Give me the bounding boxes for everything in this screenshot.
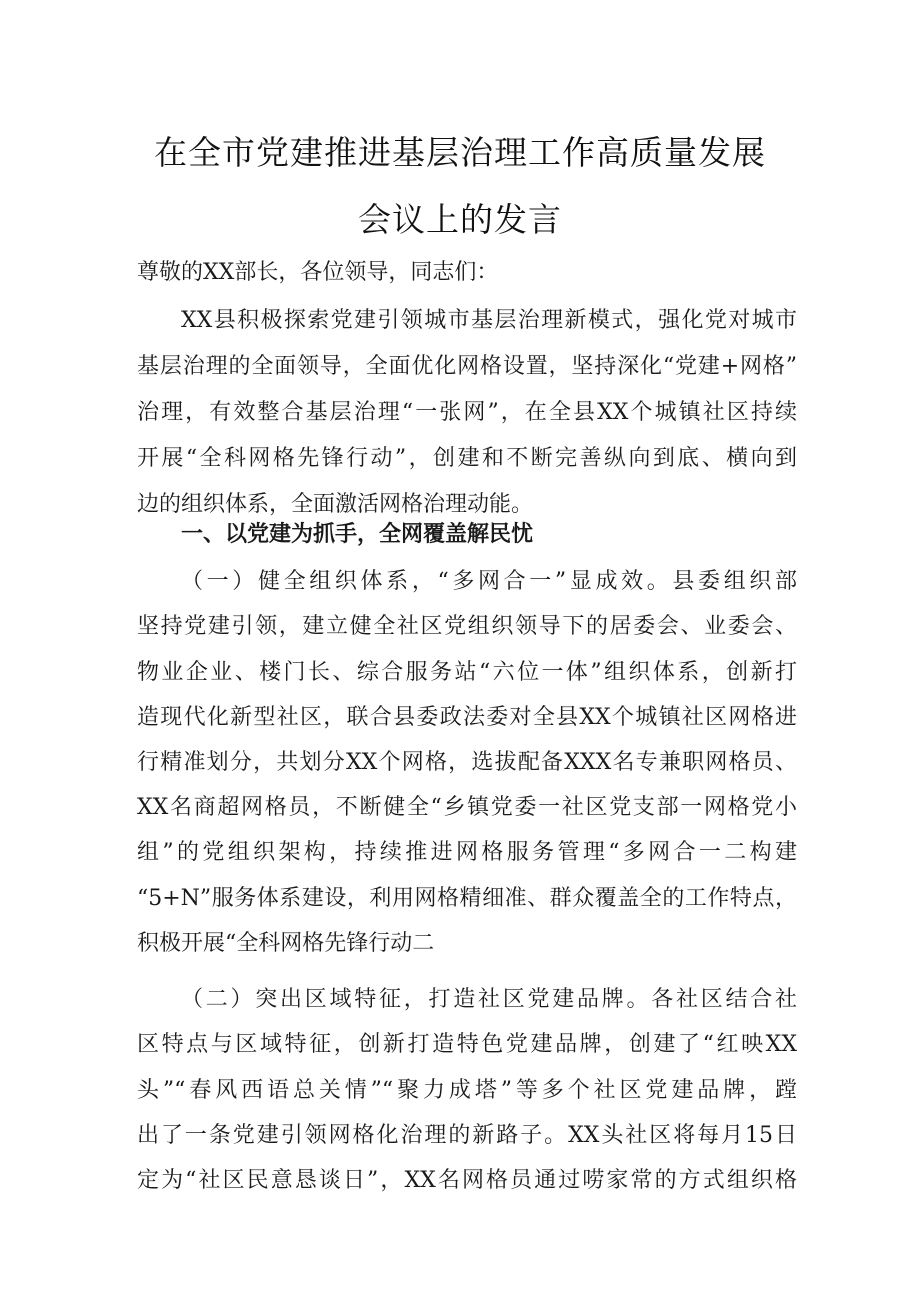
paragraph-2-line-2: 坚持党建引领，建立健全社区党组织领导下的居委会、业委会、 <box>137 614 797 639</box>
paragraph-2-line-3: 物业企业、楼门长、综合服务站“六位一体”组织体系，创新打 <box>137 660 797 685</box>
paragraph-2-line-1: （一）健全组织体系，“多网合一”显成效。县委组织部 <box>181 569 797 594</box>
paragraph-2-line-8: “5+N”服务体系建设，利用网格精细准、群众覆盖全的工作特点， <box>137 886 797 911</box>
paragraph-2-line-5: 行精准划分，共划分XX个网格，选拔配备XXX名专兼职网格员、 <box>137 750 797 775</box>
paragraph-3-line-5: 定为“社区民意恳谈日”，XX名网格员通过唠家常的方式组织格 <box>137 1168 797 1193</box>
paragraph-2-line-4: 造现代化新型社区，联合县委政法委对全县XX个城镇社区网格进 <box>137 705 797 730</box>
paragraph-1-line-4: 开展“全科网格先锋行动”，创建和不断完善纵向到底、横向到 <box>137 446 797 471</box>
paragraph-2-line-7: 组”的党组织架构，持续推进网格服务管理“多网合一二构建 <box>137 840 797 865</box>
document-title-line-1: 在全市党建推进基层治理工作高质量发展 <box>154 133 766 172</box>
salutation: 尊敬的XX部长，各位领导，同志们： <box>137 260 499 285</box>
section-heading-1: 一、以党建为抓手，全网覆盖解民忧 <box>181 522 534 547</box>
paragraph-2-line-6: XX名商超网格员，不断健全“乡镇党委一社区党支部一网格党小 <box>137 795 797 820</box>
paragraph-3-line-3: 头”“春风西语总关情”“聚力成塔”等多个社区党建品牌，蹚 <box>137 1078 797 1103</box>
paragraph-1-line-5: 边的组织体系，全面激活网格治理动能。 <box>137 492 534 517</box>
paragraph-2-line-9: 积极开展“全科网格先锋行动二 <box>137 931 435 956</box>
paragraph-3-line-4: 出了一条党建引领网格化治理的新路子。XX头社区将每月15日 <box>137 1123 797 1148</box>
paragraph-1-line-2: 基层治理的全面领导，全面优化网格设置，坚持深化“党建+网格” <box>137 354 797 379</box>
paragraph-3-line-2: 区特点与区域特征，创新打造特色党建品牌，创建了“红映XX <box>137 1032 797 1057</box>
paragraph-1-line-3: 治理，有效整合基层治理“一张网”，在全县XX个城镇社区持续 <box>137 400 797 425</box>
document-title-line-2: 会议上的发言 <box>358 200 562 239</box>
paragraph-3-line-1: （二）突出区域特征，打造社区党建品牌。各社区结合社 <box>181 987 797 1012</box>
paragraph-1-line-1: XX县积极探索党建引领城市基层治理新模式，强化党对城市 <box>181 308 797 333</box>
